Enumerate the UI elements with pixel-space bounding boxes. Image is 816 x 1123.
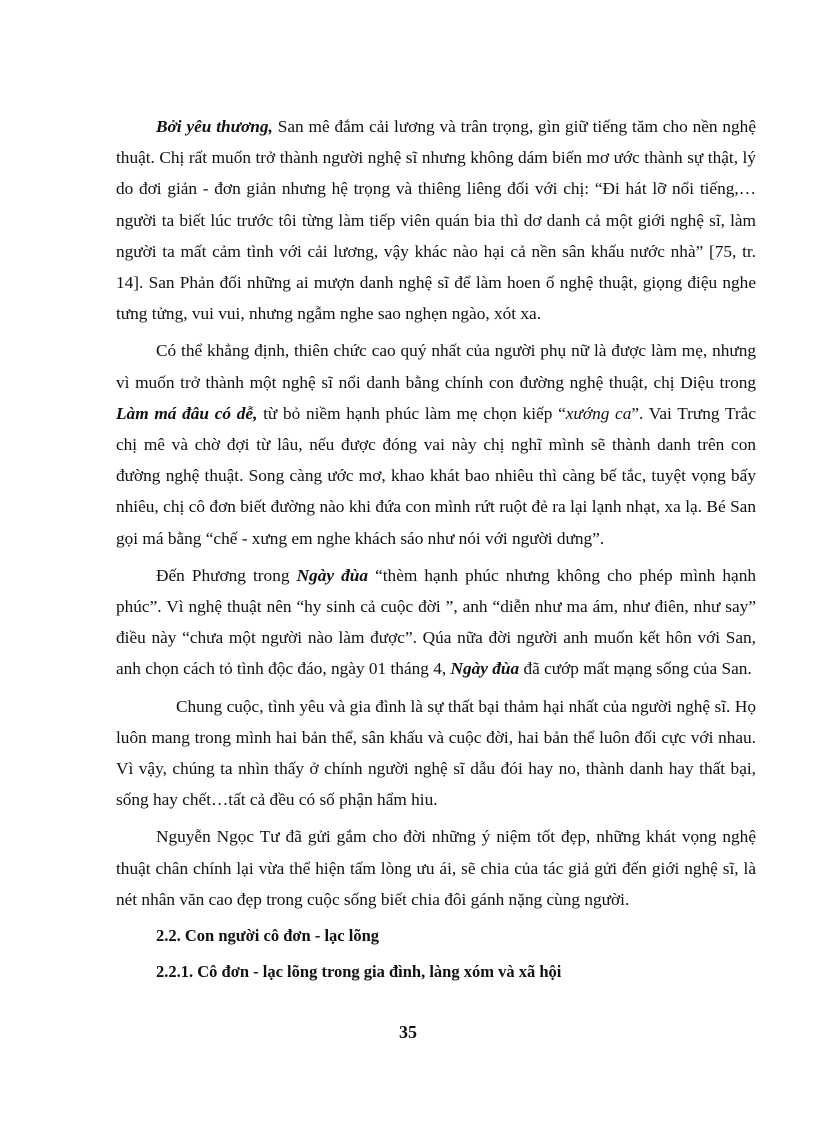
paragraph-3 — [116, 560, 756, 685]
subsection-heading: 2.2.1. Cô đơn - lạc lõng trong gia đình, làng xóm và xã hội — [156, 962, 562, 982]
paragraph-text: Có thể khẳng định, thiên chức cao quý nhất của người phụ nữ là được làm mẹ, nhưng vì muốn trở thành một nghệ sĩ nổi danh bằng chính con đường nghệ thuật, chị Diệu trong — [116, 341, 756, 392]
story-title: Ngày đùa — [450, 659, 520, 679]
story-title: Ngày đùa — [296, 565, 368, 585]
paragraph-text: từ bỏ niềm hạnh phúc làm mẹ chọn kiếp “ — [257, 403, 566, 423]
body-text — [116, 111, 756, 993]
page-number: 35 — [399, 1022, 417, 1042]
paragraph-text: Nguyễn Ngọc Tư đã gửi gắm cho đời những ý niệm tốt đẹp, những khát vọng nghệ thuật chân chính lại vừa thể hiện tấm lòng ưu ái, sẽ chia của tác giả gửi đến giới nghệ sĩ, là nét nhân văn cao đẹp trong cuộc sống biết chia đôi gánh nặng cùng người. — [116, 827, 756, 909]
paragraph-1 — [116, 111, 756, 329]
paragraph-2 — [116, 335, 756, 553]
paragraph-text: “thèm hạnh phúc nhưng không cho phép mình hạnh phúc”. Vì nghệ thuật nên “hy sinh cả cuộc đời ”, anh “diễn như ma ám, như điên, như say” điều này “chưa một người nào làm được”. Qúa nữa đời người anh muốn kết hôn với San, anh chọn cách tỏ tình độc đáo, ngày 01 tháng 4, — [116, 565, 756, 679]
paragraph-4 — [116, 691, 756, 816]
section-heading: 2.2. Con người cô đơn - lạc lõng — [156, 926, 379, 946]
paragraph-text: đã cướp mất mạng sống của San. — [519, 659, 752, 679]
paragraph-5 — [116, 821, 756, 915]
paragraph-text: San mê đắm cải lương và trân trọng, gìn giữ tiếng tăm cho nền nghệ thuật. Chị rất muốn trở thành người nghệ sĩ nhưng không dám biến mơ ước thành sự thật, lý do đơi giản - đơn giản nhưng hệ trọng và thiêng liêng đối với chị: “Đi hát lỡ nổi tiếng,…người ta biết lúc trước tôi từng làm tiếp viên quán bia thì dơ danh cả một giới nghệ sĩ, làm người ta mất cảm tình với cải lương, vậy khác nào hại cả nền sân khấu nước nhà” [75, tr. 14]. San Phản đối những ai mượn danh nghệ sĩ để làm hoen ố nghệ thuật, giọng điệu nghe tưng tửng, vui vui, nhưng ngẫm nghe sao nghẹn ngào, xót xa. — [116, 117, 756, 324]
paragraph-text: Đến Phương trong — [156, 565, 297, 585]
emphasis-text: Bởi yêu thương, — [156, 117, 273, 136]
paragraph-text: Chung cuộc, tình yêu và gia đình là sự thất bại thảm hại nhất của người nghệ sĩ. Họ luôn mang trong mình hai bản thể, sân khấu và cuộc đời, hai bản thể luôn đối cực với nhau. Vì vậy, chúng ta nhìn thấy ở chính người nghệ sĩ dẫu đói hay no, thành danh hay thất bại, sống hay chết…tất cả đều có số phận hẩm hiu. — [116, 696, 756, 810]
story-title: Làm má đâu có dễ, — [116, 403, 258, 423]
italic-term: xướng ca — [565, 403, 632, 423]
paragraph-text: ”. Vai Trưng Trắc chị mê và chờ đợi từ lâu, nếu được đóng vai này chị nghĩ mình sẽ thành danh trên con đường nghệ thuật. Song càng ước mơ, khao khát bao nhiêu thì càng bế tắc, tuyệt vọng bấy nhiêu, chị cô đơn biết đường nào khi đứa con mình rứt ruột đẻ ra lại lạnh nhạt, xa lạ. Bé San gọi má bằng “chế - xưng em nghe khách sáo như nói với người dưng”. — [116, 403, 756, 548]
